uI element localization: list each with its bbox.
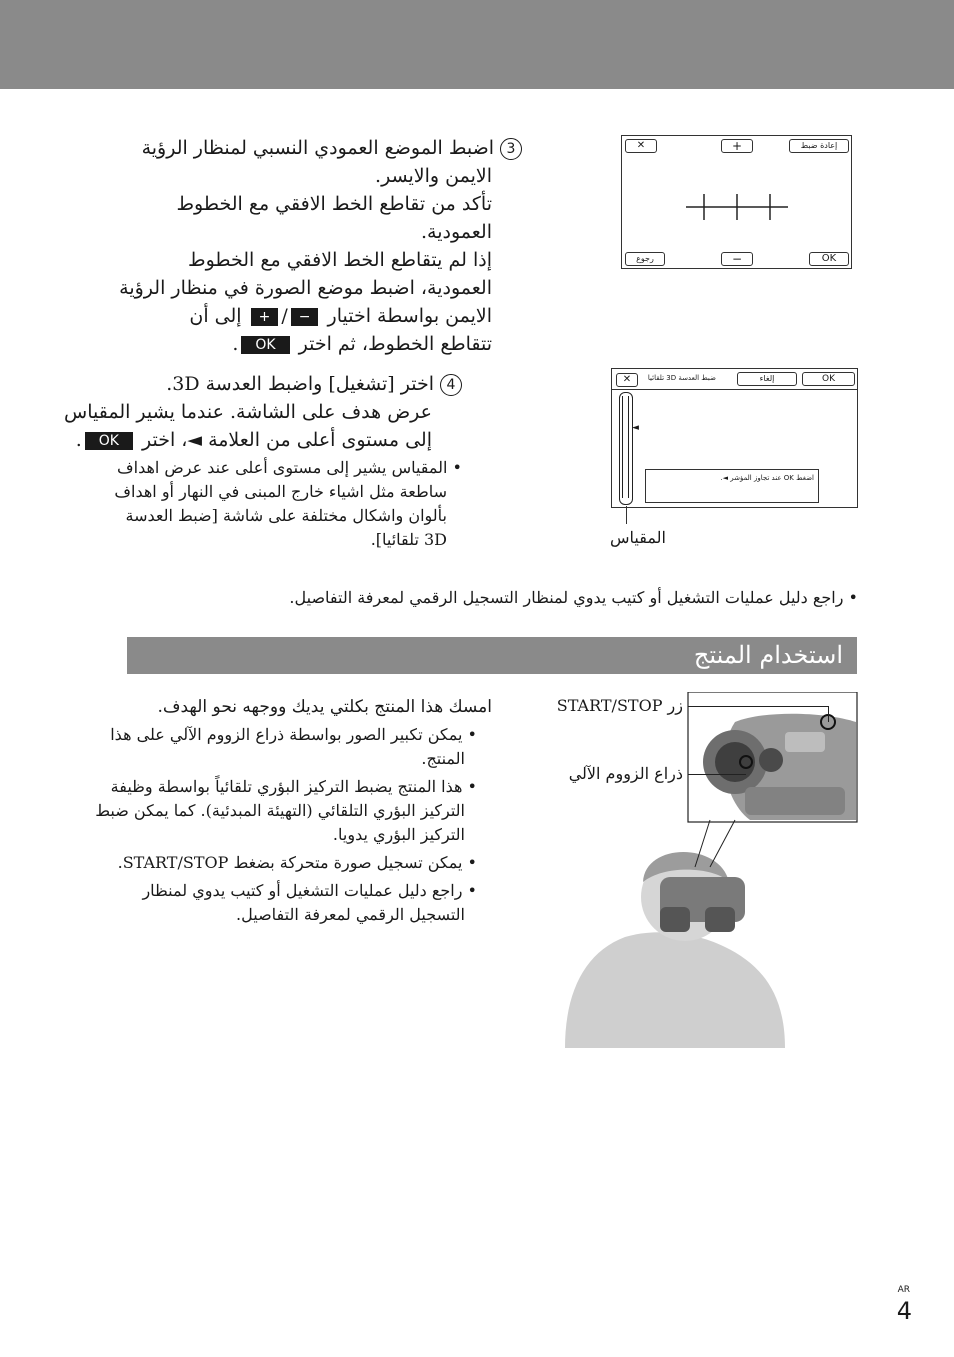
- start-stop-label: زر START/STOP: [556, 696, 683, 715]
- close-button[interactable]: ✕: [625, 139, 657, 153]
- ok-button[interactable]: OK: [809, 252, 849, 266]
- screen-3d-lens-adjust: [611, 368, 858, 508]
- usage-bullet-cont: التركيز البؤري التلقائي (التهيئة المبدئية). كما يمكن ضبط: [95, 801, 465, 820]
- crosshair-lines-icon: [684, 192, 790, 222]
- usage-bullet-cont: المنتج.: [421, 749, 465, 768]
- ok-chip: OK: [85, 432, 133, 450]
- section-header: [127, 637, 857, 674]
- step-3-line: العمودية.: [420, 221, 492, 243]
- gauge-callout-line: [626, 506, 627, 524]
- reset-button[interactable]: إعادة ضبط: [789, 139, 849, 153]
- screen-title: ضبط العدسة 3D تلقائيا: [647, 374, 716, 382]
- instruction-box: اضغط OK عند تجاوز المؤشر ◄.: [645, 469, 819, 503]
- cancel-button[interactable]: إلغاء: [737, 372, 797, 386]
- page-number: 4: [896, 1297, 912, 1325]
- note-line: • المقياس يشير إلى مستوى أعلى عند عرض اهداف: [117, 458, 462, 477]
- plus-chip: +: [251, 308, 279, 326]
- plus-button[interactable]: +: [721, 139, 753, 153]
- step-4-line: عرض هدف على الشاشة. عندما يشير المقياس: [64, 401, 432, 423]
- zoom-lever-label: ذراع الزووم الآلي: [568, 764, 683, 783]
- step-3-line-ok: تتقاطع الخطوط، ثم اختر OK.: [232, 333, 492, 355]
- language-code: AR: [897, 1285, 910, 1295]
- person-body-icon: [565, 932, 785, 1048]
- back-button[interactable]: رجوع: [625, 252, 665, 266]
- zoom-callout-line: [688, 774, 746, 775]
- usage-bullets: [97, 723, 477, 927]
- start-stop-callout-line: [688, 706, 828, 707]
- minus-chip: −: [291, 308, 319, 326]
- header-divider: [612, 389, 857, 390]
- usage-intro: امسك هذا المنتج بكلتي يديك ووجهه نحو الهدف.: [157, 697, 492, 717]
- step-number-3: 3: [500, 138, 522, 160]
- usage-bullet: • يمكن تسجيل صورة متحركة بضغط START/STOP.: [117, 853, 477, 872]
- step-3-first-line: 3اضبط الموضع العمودي النسبي لمنظار الرؤية: [132, 134, 522, 162]
- gauge-marker-icon: ◄: [632, 423, 639, 433]
- step-number-4: 4: [440, 374, 462, 396]
- note-line: 3D تلقائيا].: [370, 530, 447, 549]
- step-3-block: [119, 134, 516, 358]
- usage-bullet: • يمكن تكبير الصور بواسطة ذراع الزووم الآلي على هذا: [110, 725, 477, 744]
- close-button[interactable]: ✕: [616, 373, 638, 387]
- step-4-note: [82, 456, 462, 552]
- step-3-line: الايمن والايسر.: [375, 165, 492, 187]
- step-4-first-line: 4اختر [تشغيل] واضبط العدسة 3D.: [82, 370, 462, 398]
- usage-bullet-cont: التركيز البؤري يدويا.: [332, 825, 465, 844]
- step-4-line-ok: إلى مستوى أعلى من العلامة ◄، اختر OK.: [75, 429, 432, 451]
- usage-block: [72, 693, 492, 721]
- step-3-line: العمودية، اضبط موضع الصورة في منظار الرؤية: [119, 277, 492, 299]
- top-banner: [0, 0, 954, 89]
- step-4-block: [64, 370, 462, 454]
- note-line: بألوان واشكال مختلفة على شاشة [ضبط العدسة: [125, 506, 447, 525]
- note-line: ساطعة مثل اشياء خارج المبنى في النهار أو اهداف: [114, 482, 447, 501]
- gauge-label: المقياس: [610, 528, 666, 547]
- minus-button[interactable]: −: [721, 252, 753, 266]
- step-3-line: تأكد من تقاطع الخط الافقي مع الخطوط: [176, 193, 492, 215]
- screen-vertical-adjust: [621, 135, 852, 269]
- usage-bullet-cont: التسجيل الرقمي لمعرفة التفاصيل.: [236, 905, 465, 924]
- binoculars-usage-illustration: [545, 692, 859, 1048]
- section-title: استخدام المنتج: [693, 641, 843, 669]
- usage-bullet: • هذا المنتج يضبط التركيز البؤري تلقائياً بواسطة وظيفة: [110, 777, 477, 796]
- usage-bullet: • راجع دليل عمليات التشغيل أو كتيب يدوي لمنظار: [142, 881, 477, 900]
- ok-button[interactable]: OK: [802, 372, 855, 386]
- ok-chip: OK: [241, 336, 289, 354]
- step-3-line-buttons: الايمن بواسطة اختيار −/+ إلى أن: [189, 305, 492, 327]
- gauge-bar: [619, 392, 633, 505]
- step-3-line: إذا لم يتقاطع الخط الافقي مع الخطوط: [188, 249, 492, 271]
- reference-note: • راجع دليل عمليات التشغيل أو كتيب يدوي لمنظار التسجيل الرقمي لمعرفة التفاصيل.: [289, 588, 858, 607]
